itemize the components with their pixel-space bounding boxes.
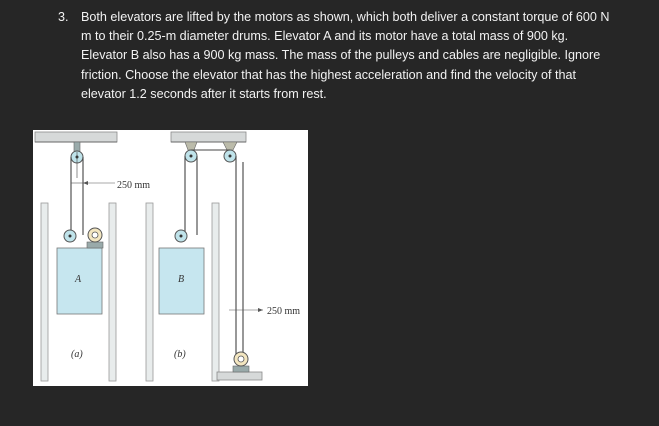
floor-b — [217, 372, 262, 380]
elevator-diagram — [33, 130, 308, 386]
guide-rail-right-b — [212, 203, 219, 381]
caption-a: (a) — [71, 349, 83, 360]
problem-line: Elevator B also has a 900 kg mass. The mass of the pulleys and cables are negligible. Ignore — [81, 48, 601, 63]
dimension-label-a: 250 mm — [117, 180, 151, 191]
problem-line: Both elevators are lifted by the motors as shown, which both deliver a constant torque of 600 N — [81, 10, 610, 24]
car-label-b: B — [178, 274, 185, 285]
problem-text — [81, 8, 654, 104]
ceiling-a — [35, 132, 117, 142]
car-label-a: A — [75, 274, 82, 285]
problem-line: m to their 0.25-m diameter drums. Elevator A and its motor have a total mass of 900 kg. — [81, 29, 569, 44]
problem-number: 3. — [58, 10, 69, 24]
guide-rail-left-a — [41, 203, 48, 381]
problem-line: friction. Choose the elevator that has the highest acceleration and find the velocity of that — [81, 67, 576, 82]
problem-line: elevator 1.2 seconds after it starts from rest. — [81, 86, 327, 101]
dimension-label-b: 250 mm — [267, 306, 301, 317]
elevator-figure — [33, 130, 308, 386]
ceiling-b — [171, 132, 246, 142]
guide-rail-left-b — [146, 203, 153, 381]
caption-b: (b) — [174, 349, 186, 360]
guide-rail-right-a — [109, 203, 116, 381]
